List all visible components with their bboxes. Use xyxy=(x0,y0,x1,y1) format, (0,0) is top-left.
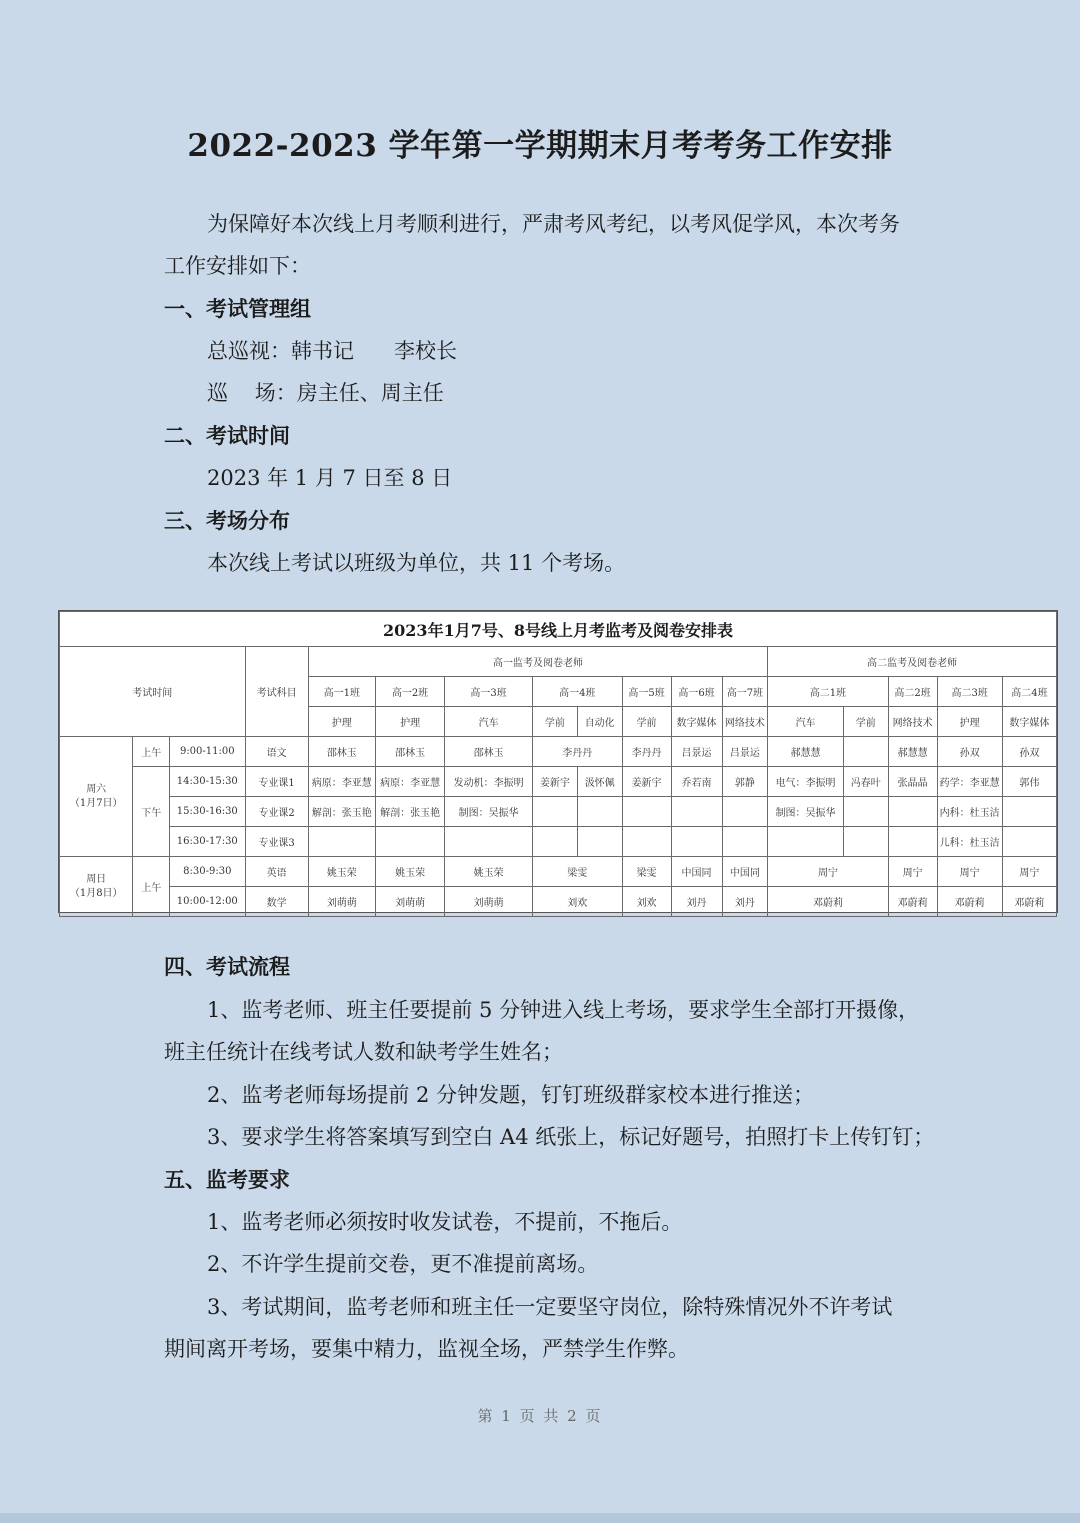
table-cell: 刘丹 xyxy=(722,887,768,917)
table-cell: 冯春叶 xyxy=(843,767,888,797)
table-cell: 邓蔚莉 xyxy=(937,887,1002,917)
table-cell: 梁雯 xyxy=(532,857,622,887)
major-header: 网络技术 xyxy=(888,707,937,737)
table-cell: 邵林玉 xyxy=(445,737,533,767)
table-cell xyxy=(888,827,937,857)
table-cell xyxy=(622,827,671,857)
table-cell: 邓蔚莉 xyxy=(888,887,937,917)
time-cell: 9:00-11:00 xyxy=(170,737,245,767)
table-cell xyxy=(722,797,768,827)
major-header: 护理 xyxy=(375,707,444,737)
table-cell: 郭伟 xyxy=(1002,767,1056,797)
section1-heading: 一、考试管理组 xyxy=(164,297,311,321)
page-footer: 第 1 页 共 2 页 xyxy=(477,1407,603,1425)
section1-line-1: 总巡视：韩书记 李校长 xyxy=(207,339,458,363)
table-cell: 周宁 xyxy=(768,857,888,887)
table-cell: 刘萌萌 xyxy=(308,887,375,917)
section2-line-1: 2023 年 1 月 7 日至 8 日 xyxy=(207,466,453,490)
section2-heading: 二、考试时间 xyxy=(164,424,290,448)
section4-item-1b: 班主任统计在线考试人数和缺考学生姓名； xyxy=(164,1040,563,1064)
schedule-table-wrapper xyxy=(58,610,1058,913)
table-cell: 李丹丹 xyxy=(622,737,671,767)
table-cell: 电气：李振明 xyxy=(768,767,843,797)
table-cell: 药学：李亚慧 xyxy=(937,767,1002,797)
section4-item-2: 2、监考老师每场提前 2 分钟发题，钉钉班级群家校本进行推送； xyxy=(207,1083,815,1107)
class-header: 高二2班 xyxy=(888,677,937,707)
table-cell: 周宁 xyxy=(937,857,1002,887)
table-cell xyxy=(532,827,577,857)
day-cell: 周日 （1月8日） xyxy=(60,857,133,917)
schedule-table xyxy=(59,611,1057,917)
table-cell: 邓蔚莉 xyxy=(768,887,888,917)
section5-item-3a: 3、考试期间，监考老师和班主任一定要坚守岗位，除特殊情况外不许考试 xyxy=(207,1295,893,1319)
table-cell: 乔若南 xyxy=(671,767,722,797)
section5-item-2: 2、不许学生提前交卷，更不准提前离场。 xyxy=(207,1252,599,1276)
table-caption: 2023年1月7号、8号线上月考监考及阅卷安排表 xyxy=(60,612,1057,647)
period-cell: 上午 xyxy=(133,857,170,917)
document-title: 2022-2023 学年第一学期期末月考考务工作安排 xyxy=(187,128,893,164)
table-cell: 儿科：杜玉洁 xyxy=(937,827,1002,857)
class-header: 高一5班 xyxy=(622,677,671,707)
table-cell: 刘萌萌 xyxy=(445,887,533,917)
time-cell: 10:00-12:00 xyxy=(170,887,245,917)
major-header: 汽车 xyxy=(445,707,533,737)
table-cell: 中国同 xyxy=(722,857,768,887)
table-cell xyxy=(532,797,577,827)
table-cell xyxy=(843,827,888,857)
day-cell: 周六 （1月7日） xyxy=(60,737,133,857)
major-header: 学前 xyxy=(532,707,577,737)
table-cell: 邵林玉 xyxy=(308,737,375,767)
subject-cell: 英语 xyxy=(245,857,308,887)
table-cell: 汲怀佩 xyxy=(577,767,622,797)
section5-item-3b: 期间离开考场，要集中精力，监视全场，严禁学生作弊。 xyxy=(164,1337,689,1361)
table-cell xyxy=(1002,827,1056,857)
table-cell: 解剖：张玉艳 xyxy=(375,797,444,827)
section5-item-1: 1、监考老师必须按时收发试卷，不提前，不拖后。 xyxy=(207,1210,683,1234)
table-cell: 刘丹 xyxy=(671,887,722,917)
table-row xyxy=(60,737,1057,767)
table-cell xyxy=(843,797,888,827)
table-row xyxy=(60,767,1057,797)
subject-cell: 专业课3 xyxy=(245,827,308,857)
table-cell xyxy=(722,827,768,857)
section3-heading: 三、考场分布 xyxy=(164,509,290,533)
table-cell: 姚玉荣 xyxy=(445,857,533,887)
section4-item-3: 3、要求学生将答案填写到空白 A4 纸张上，标记好题号，拍照打卡上传钉钉； xyxy=(207,1125,935,1149)
table-row xyxy=(60,887,1057,917)
table-cell: 邓蔚莉 xyxy=(1002,887,1056,917)
table-cell: 病原：李亚慧 xyxy=(375,767,444,797)
subject-cell: 语文 xyxy=(245,737,308,767)
table-cell: 梁雯 xyxy=(622,857,671,887)
table-cell xyxy=(843,737,888,767)
table-cell xyxy=(1002,797,1056,827)
table-cell: 张晶晶 xyxy=(888,767,937,797)
class-header: 高一1班 xyxy=(308,677,375,707)
table-cell: 周宁 xyxy=(1002,857,1056,887)
header-exam-time: 考试时间 xyxy=(60,647,246,737)
table-cell xyxy=(445,827,533,857)
table-cell: 郝慧慧 xyxy=(888,737,937,767)
class-header: 高一4班 xyxy=(532,677,622,707)
table-cell xyxy=(577,827,622,857)
class-header: 高二4班 xyxy=(1002,677,1056,707)
table-cell: 孙双 xyxy=(1002,737,1056,767)
subject-cell: 专业课2 xyxy=(245,797,308,827)
major-header: 数字媒体 xyxy=(671,707,722,737)
table-cell: 病原：李亚慧 xyxy=(308,767,375,797)
period-cell: 上午 xyxy=(133,737,170,767)
table-cell: 孙双 xyxy=(937,737,1002,767)
table-cell xyxy=(577,797,622,827)
table-cell xyxy=(671,827,722,857)
bottom-divider xyxy=(0,1513,1080,1523)
table-cell xyxy=(375,827,444,857)
table-cell: 邵林玉 xyxy=(375,737,444,767)
table-cell: 郝慧慧 xyxy=(768,737,843,767)
class-header: 高一6班 xyxy=(671,677,722,707)
intro-line-1: 为保障好本次线上月考顺利进行，严肃考风考纪，以考风促学风，本次考务 xyxy=(207,212,900,236)
section5-heading: 五、监考要求 xyxy=(164,1168,290,1192)
header-g1-group: 高一监考及阅卷老师 xyxy=(308,647,768,677)
table-cell: 制图：吴振华 xyxy=(768,797,843,827)
major-header: 数字媒体 xyxy=(1002,707,1056,737)
table-cell: 内科：杜玉洁 xyxy=(937,797,1002,827)
table-cell: 姚玉荣 xyxy=(308,857,375,887)
major-header: 网络技术 xyxy=(722,707,768,737)
table-cell xyxy=(768,827,843,857)
table-cell: 姚玉荣 xyxy=(375,857,444,887)
class-header: 高一3班 xyxy=(445,677,533,707)
table-row xyxy=(60,827,1057,857)
class-header: 高二3班 xyxy=(937,677,1002,707)
section4-item-1a: 1、监考老师、班主任要提前 5 分钟进入线上考场，要求学生全部打开摄像， xyxy=(207,998,920,1022)
table-row xyxy=(60,857,1057,887)
table-cell: 姜新宇 xyxy=(622,767,671,797)
class-header: 高一2班 xyxy=(375,677,444,707)
section4-heading: 四、考试流程 xyxy=(164,955,290,979)
header-subject: 考试科目 xyxy=(245,647,308,737)
table-cell: 郭静 xyxy=(722,767,768,797)
table-cell: 刘欢 xyxy=(532,887,622,917)
subject-cell: 数学 xyxy=(245,887,308,917)
table-cell: 姜新宇 xyxy=(532,767,577,797)
major-header: 学前 xyxy=(843,707,888,737)
table-cell: 周宁 xyxy=(888,857,937,887)
table-cell: 刘欢 xyxy=(622,887,671,917)
subject-cell: 专业课1 xyxy=(245,767,308,797)
major-header: 自动化 xyxy=(577,707,622,737)
class-header: 高二1班 xyxy=(768,677,888,707)
table-cell: 中国同 xyxy=(671,857,722,887)
table-cell: 吕景运 xyxy=(671,737,722,767)
table-cell: 吕景运 xyxy=(722,737,768,767)
table-cell: 制图：吴振华 xyxy=(445,797,533,827)
major-header: 护理 xyxy=(937,707,1002,737)
section3-line-1: 本次线上考试以班级为单位，共 11 个考场。 xyxy=(207,551,626,575)
major-header: 学前 xyxy=(622,707,671,737)
time-cell: 8:30-9:30 xyxy=(170,857,245,887)
table-cell xyxy=(671,797,722,827)
section1-line-2: 巡 场：房主任、周主任 xyxy=(207,381,444,405)
table-cell xyxy=(622,797,671,827)
table-cell xyxy=(888,797,937,827)
table-cell xyxy=(308,827,375,857)
period-cell: 下午 xyxy=(133,767,170,857)
table-cell: 解剖：张玉艳 xyxy=(308,797,375,827)
header-g2-group: 高二监考及阅卷老师 xyxy=(768,647,1057,677)
intro-line-2: 工作安排如下： xyxy=(164,254,311,278)
table-cell: 刘萌萌 xyxy=(375,887,444,917)
major-header: 护理 xyxy=(308,707,375,737)
table-cell: 发动机：李振明 xyxy=(445,767,533,797)
time-cell: 15:30-16:30 xyxy=(170,797,245,827)
table-cell: 李丹丹 xyxy=(532,737,622,767)
major-header: 汽车 xyxy=(768,707,843,737)
time-cell: 14:30-15:30 xyxy=(170,767,245,797)
time-cell: 16:30-17:30 xyxy=(170,827,245,857)
table-row xyxy=(60,797,1057,827)
class-header: 高一7班 xyxy=(722,677,768,707)
